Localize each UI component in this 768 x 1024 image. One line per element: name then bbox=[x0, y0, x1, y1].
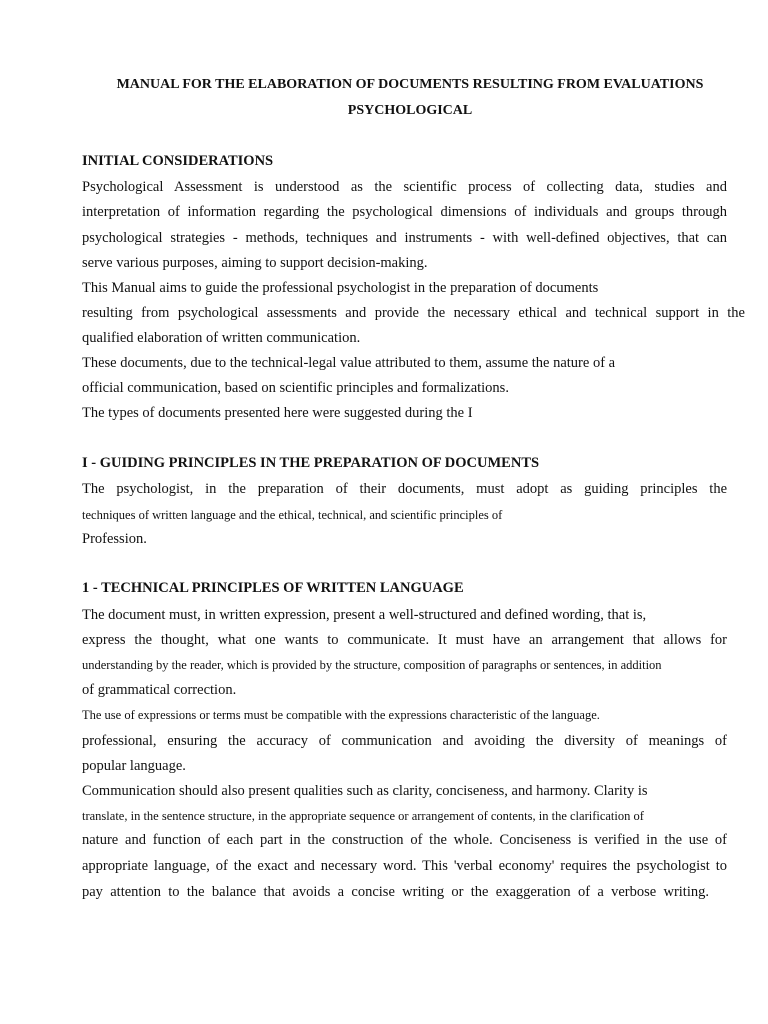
document-title-line-2: PSYCHOLOGICAL bbox=[347, 103, 473, 118]
paragraph-line: Communication should also present qualities such as clarity, conciseness, and harmony. Clarity is bbox=[82, 783, 648, 799]
paragraph-line: psychological strategies - methods, techniques and instruments - with well-defined objectives, that can bbox=[82, 230, 727, 246]
paragraph-line: The psychologist, in the preparation of their documents, must adopt as guiding principles the bbox=[82, 481, 727, 497]
paragraph-line: translate, in the sentence structure, in the appropriate sequence or arrangement of contents, in the clarification of bbox=[82, 809, 644, 823]
paragraph-line: serve various purposes, aiming to support decision-making. bbox=[82, 255, 428, 271]
paragraph-line: professional, ensuring the accuracy of communication and avoiding the diversity of meanings of bbox=[82, 733, 727, 749]
section-heading-technical-principles: 1 - TECHNICAL PRINCIPLES OF WRITTEN LANGUAGE bbox=[82, 580, 464, 596]
paragraph-line: These documents, due to the technical-legal value attributed to them, assume the nature of a bbox=[82, 355, 616, 371]
paragraph-line: appropriate language, of the exact and necessary word. This 'verbal economy' requires the psychologist to bbox=[82, 858, 727, 874]
paragraph-line: The document must, in written expression, present a well-structured and defined wording, that is, bbox=[82, 607, 647, 623]
section-heading-initial-considerations: INITIAL CONSIDERATIONS bbox=[82, 153, 274, 169]
paragraph-line: qualified elaboration of written communication. bbox=[82, 330, 361, 346]
paragraph-line: Profession. bbox=[82, 531, 147, 547]
paragraph-line: The types of documents presented here were suggested during the I bbox=[82, 405, 473, 421]
paragraph-line: official communication, based on scientific principles and formalizations. bbox=[82, 380, 509, 396]
section-heading-guiding-principles: I - GUIDING PRINCIPLES IN THE PREPARATION OF DOCUMENTS bbox=[82, 455, 540, 471]
document-title-line-1: MANUAL FOR THE ELABORATION OF DOCUMENTS RESULTING FROM EVALUATIONS bbox=[116, 77, 704, 92]
paragraph-line: techniques of written language and the ethical, technical, and scientific principles of bbox=[82, 508, 503, 522]
paragraph-line: This Manual aims to guide the professional psychologist in the preparation of documents bbox=[82, 280, 599, 296]
paragraph-line: of grammatical correction. bbox=[82, 682, 237, 698]
paragraph-line: The use of expressions or terms must be compatible with the expressions characteristic of the language. bbox=[82, 708, 600, 722]
paragraph-line: popular language. bbox=[82, 758, 186, 774]
paragraph-line: understanding by the reader, which is provided by the structure, composition of paragraphs or sentences, in addition bbox=[82, 658, 662, 672]
paragraph-line: resulting from psychological assessments and provide the necessary ethical and technical support in the bbox=[82, 305, 745, 321]
paragraph-line: interpretation of information regarding the psychological dimensions of individuals and groups through bbox=[82, 204, 727, 220]
paragraph-line: pay attention to the balance that avoids a concise writing or the exaggeration of a verbose writing. bbox=[82, 884, 709, 900]
paragraph-line: express the thought, what one wants to communicate. It must have an arrangement that allows for bbox=[82, 632, 727, 648]
paragraph-line: nature and function of each part in the construction of the whole. Conciseness is verified in the use of bbox=[82, 832, 727, 848]
paragraph-line: Psychological Assessment is understood as the scientific process of collecting data, studies and bbox=[82, 179, 727, 195]
